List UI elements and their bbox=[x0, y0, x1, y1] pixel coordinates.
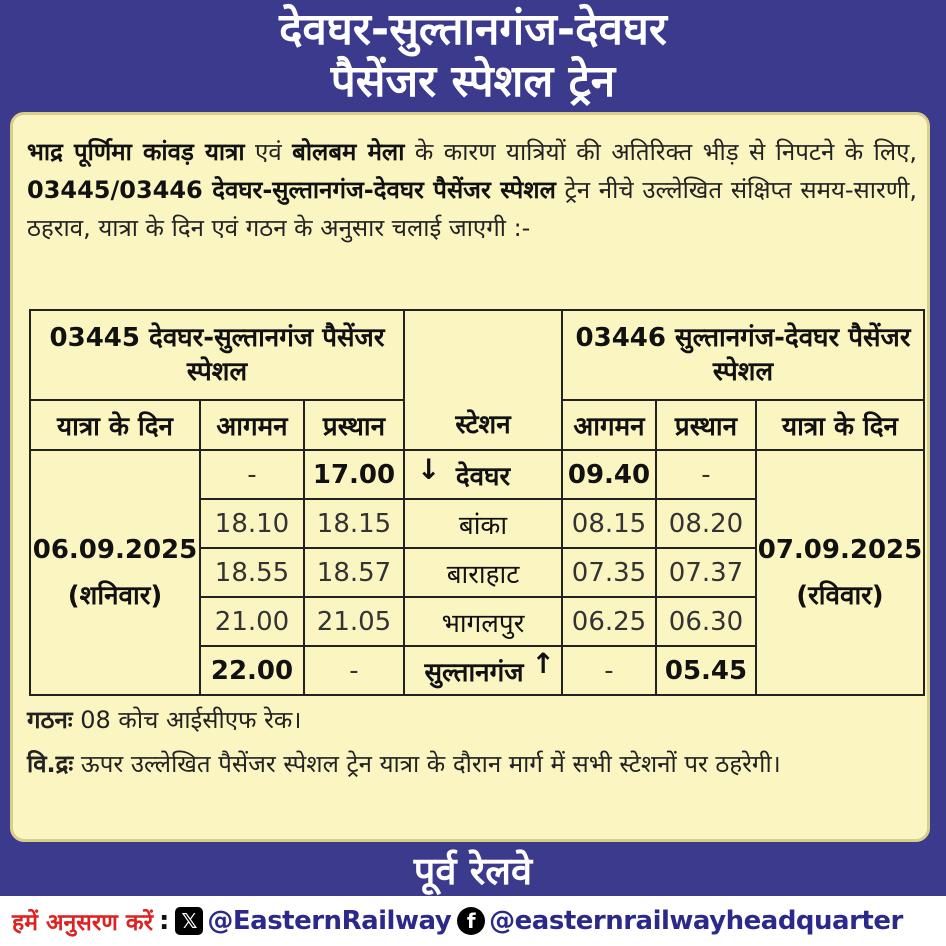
right-departure-header: प्रस्थान bbox=[656, 400, 756, 450]
intro-bold-1: भाद्र पूर्णिमा कांवड़ यात्रा bbox=[27, 138, 245, 166]
arrow-up-icon: ↑ bbox=[531, 647, 555, 680]
header-line-1: देवघर-सुल्तानगंज-देवघर bbox=[279, 4, 667, 55]
poster-header bbox=[0, 0, 946, 110]
left-departure: 17.00 bbox=[304, 450, 404, 499]
table-row bbox=[30, 450, 924, 499]
intro-bold-3: 03445/03446 देवघर-सुल्तानगंज-देवघर पैसेंजर स्पेशल bbox=[27, 176, 556, 204]
right-departure: 05.45 bbox=[656, 646, 756, 695]
left-arrival: - bbox=[200, 450, 304, 499]
arrow-down-icon: ↓ bbox=[417, 453, 441, 486]
follow-colon: : bbox=[158, 906, 170, 936]
left-arrival: 21.00 bbox=[200, 597, 304, 646]
station-name: भागलपुर bbox=[404, 597, 562, 646]
facebook-handle-link[interactable]: @easternrailwayheadquarter bbox=[489, 906, 903, 936]
right-departure: - bbox=[656, 450, 756, 499]
remark-note bbox=[27, 745, 919, 783]
left-departure: 18.57 bbox=[304, 548, 404, 597]
timetable bbox=[29, 309, 925, 696]
left-date: 06.09.2025 bbox=[32, 534, 198, 565]
composition-text: 08 कोच आईसीएफ रेक। bbox=[72, 706, 302, 734]
left-arrival-header: आगमन bbox=[200, 400, 304, 450]
station-column-header: स्टेशन bbox=[404, 310, 562, 450]
right-arrival: 08.15 bbox=[562, 499, 656, 548]
remark-text: ऊपर उल्लेखित पैसेंजर स्पेशल ट्रेन यात्रा के दौरान मार्ग में सभी स्टेशनों पर ठहरेगी। bbox=[73, 750, 781, 778]
left-departure-header: प्रस्थान bbox=[304, 400, 404, 450]
left-travel-day bbox=[30, 450, 200, 695]
header-line-2: पैसेंजर स्पेशल ट्रेन bbox=[330, 56, 616, 107]
follow-label: हमें अनुसरण करें bbox=[12, 910, 153, 936]
right-train-header: 03446 सुल्तानगंज-देवघर पैसेंजर स्पेशल bbox=[562, 310, 924, 400]
right-departure: 08.20 bbox=[656, 499, 756, 548]
intro-text-1: एवं bbox=[244, 138, 293, 166]
station-cell bbox=[404, 646, 562, 695]
right-arrival-header: आगमन bbox=[562, 400, 656, 450]
intro-bold-2: बोलबम मेला bbox=[292, 138, 405, 166]
facebook-icon[interactable]: f bbox=[457, 907, 485, 935]
left-arrival: 18.10 bbox=[200, 499, 304, 548]
right-days-header: यात्रा के दिन bbox=[756, 400, 924, 450]
left-departure: 21.05 bbox=[304, 597, 404, 646]
right-departure: 07.37 bbox=[656, 548, 756, 597]
left-days-header: यात्रा के दिन bbox=[30, 400, 200, 450]
organization-name: पूर्व रेलवे bbox=[413, 849, 533, 893]
left-weekday: (शनिवार) bbox=[67, 580, 163, 611]
social-bar bbox=[0, 896, 946, 946]
station-name: बांका bbox=[404, 499, 562, 548]
composition-note bbox=[27, 701, 919, 739]
x-icon[interactable]: 𝕏 bbox=[175, 907, 203, 935]
station-name: बाराहाट bbox=[404, 548, 562, 597]
remark-label: वि.द्रः bbox=[27, 750, 74, 778]
right-arrival: 09.40 bbox=[562, 450, 656, 499]
station-cell bbox=[404, 450, 562, 499]
right-travel-day bbox=[756, 450, 924, 695]
notice-panel bbox=[10, 112, 930, 842]
left-train-header: 03445 देवघर-सुल्तानगंज पैसेंजर स्पेशल bbox=[30, 310, 404, 400]
left-departure: - bbox=[304, 646, 404, 695]
right-arrival: 07.35 bbox=[562, 548, 656, 597]
left-arrival: 22.00 bbox=[200, 646, 304, 695]
left-departure: 18.15 bbox=[304, 499, 404, 548]
right-arrival: 06.25 bbox=[562, 597, 656, 646]
intro-text-3: ट्रेन नीचे उल्लेखित संक्षिप्त समय-सारणी, ठहराव, यात्रा के दिन एवं गठन के अनुसार चलाई जाएगी :- bbox=[27, 176, 917, 242]
station-name: सुल्तानगंज bbox=[424, 657, 524, 688]
intro-text-2: के कारण यात्रियों की अतिरिक्त भीड़ से निपटने के लिए, bbox=[404, 138, 917, 166]
right-departure: 06.30 bbox=[656, 597, 756, 646]
right-arrival: - bbox=[562, 646, 656, 695]
right-weekday: (रविवार) bbox=[796, 580, 884, 611]
left-arrival: 18.55 bbox=[200, 548, 304, 597]
composition-label: गठनः bbox=[27, 706, 73, 734]
x-handle-link[interactable]: @EasternRailway bbox=[207, 906, 452, 936]
right-date: 07.09.2025 bbox=[757, 534, 923, 565]
station-name: देवघर bbox=[455, 461, 511, 492]
intro-paragraph bbox=[27, 133, 917, 247]
